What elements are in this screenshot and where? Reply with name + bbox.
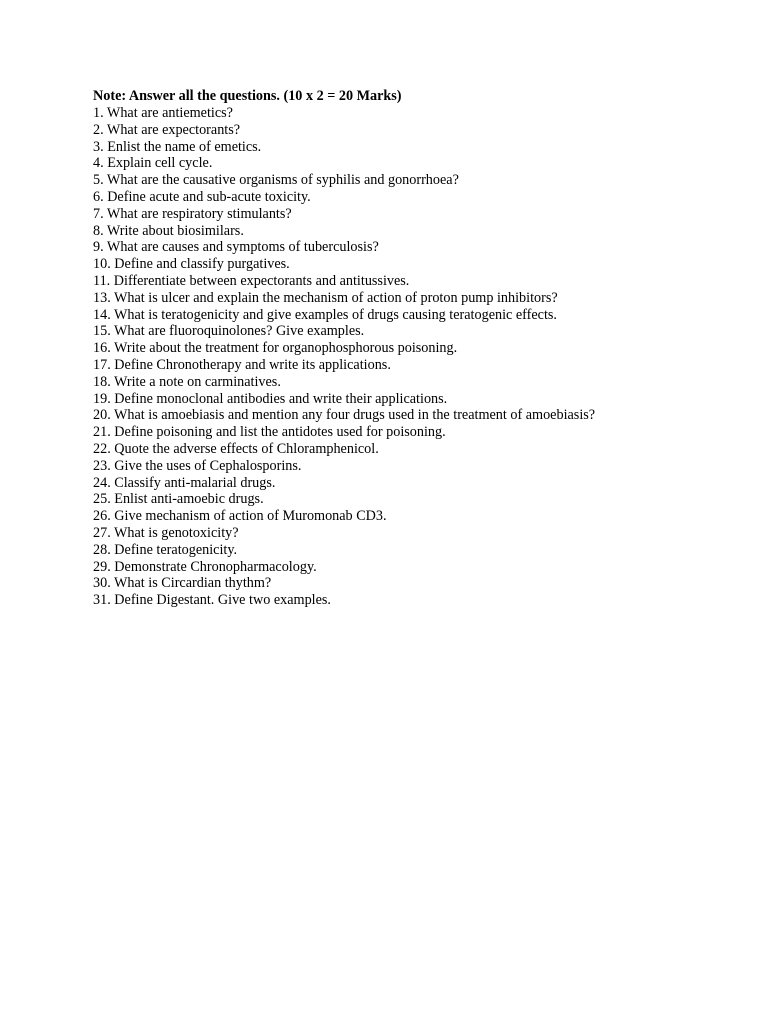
question-item: 16. Write about the treatment for organophosphorous poisoning. xyxy=(93,340,458,357)
document-page xyxy=(93,88,733,609)
question-list xyxy=(93,105,733,609)
question-item: 11. Differentiate between expectorants and antitussives. xyxy=(93,272,410,289)
question-item: 19. Define monoclonal antibodies and write their applications. xyxy=(93,390,448,407)
question-item: 2. What are expectorants? xyxy=(93,121,241,138)
question-item: 29. Demonstrate Chronopharmacology. xyxy=(93,558,317,575)
question-item: 28. Define teratogenicity. xyxy=(93,541,238,558)
question-item: 13. What is ulcer and explain the mechanism of action of proton pump inhibitors? xyxy=(93,289,558,306)
question-item: 20. What is amoebiasis and mention any four drugs used in the treatment of amoebiasis? xyxy=(93,407,596,424)
question-item: 30. What is Circardian thythm? xyxy=(93,575,272,592)
question-item: 1. What are antiemetics? xyxy=(93,105,233,121)
question-item: 6. Define acute and sub-acute toxicity. xyxy=(93,188,311,205)
question-item: 22. Quote the adverse effects of Chloramphenicol. xyxy=(93,440,379,457)
question-item: 8. Write about biosimilars. xyxy=(93,222,244,239)
question-item: 3. Enlist the name of emetics. xyxy=(93,138,262,155)
question-item: 26. Give mechanism of action of Muromonab CD3. xyxy=(93,508,387,525)
question-item: 23. Give the uses of Cephalosporins. xyxy=(93,457,302,474)
question-item: 24. Classify anti-malarial drugs. xyxy=(93,474,276,491)
instructions-note: Note: Answer all the questions. (10 x 2 = 20 Marks) xyxy=(93,88,402,104)
question-item: 18. Write a note on carminatives. xyxy=(93,373,281,390)
question-item: 15. What are fluoroquinolones? Give examples. xyxy=(93,323,365,340)
question-item: 21. Define poisoning and list the antidotes used for poisoning. xyxy=(93,424,446,441)
question-item: 17. Define Chronotherapy and write its applications. xyxy=(93,356,391,373)
question-item: 14. What is teratogenicity and give examples of drugs causing teratogenic effects. xyxy=(93,306,557,323)
question-item: 10. Define and classify purgatives. xyxy=(93,256,290,273)
question-item: 25. Enlist anti-amoebic drugs. xyxy=(93,491,264,508)
question-item: 5. What are the causative organisms of syphilis and gonorrhoea? xyxy=(93,172,459,189)
question-item: 27. What is genotoxicity? xyxy=(93,524,239,541)
question-item: 7. What are respiratory stimulants? xyxy=(93,205,292,222)
question-item: 4. Explain cell cycle. xyxy=(93,155,213,172)
question-item: 9. What are causes and symptoms of tuberculosis? xyxy=(93,239,379,256)
question-item: 31. Define Digestant. Give two examples. xyxy=(93,592,331,609)
